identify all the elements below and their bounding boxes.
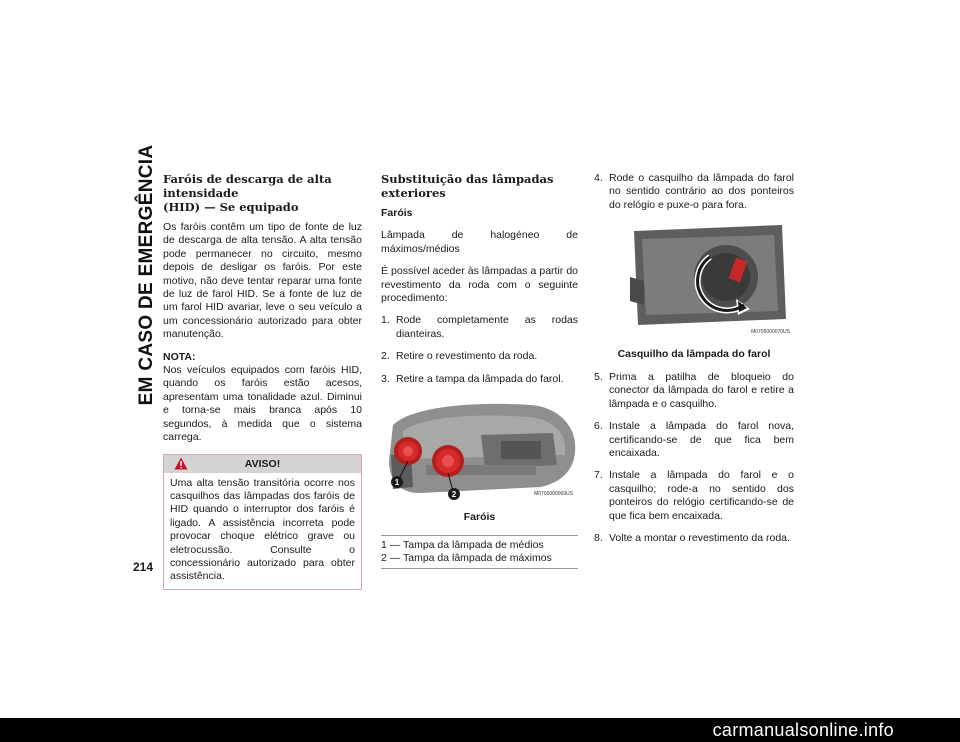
step-text: Instale a lâmpada do farol nova, certificando-se de que fica bem encaixada.: [609, 420, 794, 460]
step-item: [594, 532, 794, 545]
warning-triangle-icon: [174, 457, 188, 470]
callout-1: 1: [394, 478, 400, 488]
warning-box: [163, 454, 362, 590]
step-item: [381, 314, 578, 341]
step-text: Retire a tampa da lâmpada do farol.: [396, 372, 564, 385]
footer-bar: [0, 718, 960, 742]
chapter-side-tab: [136, 144, 157, 406]
figure-code: M0705000069US: [534, 491, 573, 498]
step-number: 1.: [381, 314, 390, 327]
legend-item-1: 1 — Tampa da lâmpada de médios: [381, 538, 544, 551]
step-number: 2.: [381, 350, 390, 363]
note-label: NOTA:: [163, 350, 196, 363]
steps-list-1: [381, 314, 578, 386]
step-number: 3.: [381, 372, 390, 385]
headlight-figure: [381, 395, 578, 509]
steps-list-3: [594, 371, 794, 545]
steps-list-2: [594, 172, 794, 212]
bulb-replacement-heading: Substituição das lâmpadas exteriores: [381, 172, 554, 200]
page-number: 214: [133, 560, 154, 574]
warning-text: Uma alta tensão transitória ocorre nos casquilhos das lâmpadas dos faróis de HID quando o interruptor dos faróis é ligado. A assistência incorreta pode provocar choque elétrico grave ou eletrocussão. Consulte o concessionário autorizado para obter assistência.: [170, 476, 355, 583]
headlight-illustration: [381, 395, 578, 505]
figure-caption: Casquilho da lâmpada do farol: [617, 347, 771, 360]
hid-heading-line2: (HID) — Se equipado: [163, 200, 299, 214]
step-item: [594, 420, 794, 460]
step-item: [594, 172, 794, 212]
legend-item-2: 2 — Tampa da lâmpada de máximos: [381, 552, 552, 565]
step-text: Retire o revestimento da roda.: [396, 350, 538, 363]
warning-header: [164, 455, 361, 473]
headlights-subhead: Faróis: [381, 207, 413, 219]
note-text: Nos veículos equipados com faróis HID, quando os faróis estão acesos, apresentam uma tonalidade azul. Diminui e torna-se mais branca após 10 segundos, à medida que o sistema carrega.: [163, 364, 362, 444]
step-number: 7.: [594, 469, 603, 482]
access-paragraph: É possível aceder às lâmpadas a partir do revestimento da roda com o seguinte procedimento:: [381, 265, 578, 305]
step-number: 4.: [594, 172, 603, 184]
footer-watermark[interactable]: carmanualsonline.info: [712, 720, 894, 740]
step-text: Rode completamente as rodas dianteiras.: [396, 314, 578, 340]
step-text: Rode o casquilho da lâmpada do farol no sentido contrário ao dos ponteiros do relógio e puxe-o para fora.: [609, 172, 794, 211]
figure-code: M0705000070US: [751, 329, 790, 336]
step-text: Volte a montar o revestimento da roda.: [609, 532, 790, 545]
column-bulb-replacement: [381, 172, 578, 569]
column-bulb-socket: [594, 172, 794, 555]
column-hid-headlights: [163, 172, 362, 590]
step-item: [594, 371, 794, 411]
callout-2: 2: [451, 490, 457, 500]
halogen-intro: Lâmpada de halogéneo de máximos/médios: [381, 229, 578, 255]
figure-caption: Faróis: [463, 511, 496, 524]
step-number: 6.: [594, 420, 603, 433]
figure-legend: [381, 535, 578, 569]
step-text: Prima a patilha de bloqueio do conector da lâmpada do farol e retire a lâmpada e o casquilho.: [609, 371, 794, 410]
hid-heading-line1: Faróis de descarga de alta intensidade: [163, 172, 332, 200]
socket-illustration: [624, 221, 794, 341]
step-item: [381, 350, 578, 363]
warning-title: AVISO!: [244, 457, 281, 470]
step-text: Instale a lâmpada do farol e o casquilho; rode-a no sentido dos ponteiros do relógio certificando-se de que fica bem encaixada.: [609, 469, 794, 522]
socket-figure: [624, 221, 794, 345]
step-number: 8.: [594, 532, 603, 545]
note-block: [163, 351, 362, 445]
step-number: 5.: [594, 371, 603, 384]
step-item: [594, 469, 794, 523]
hid-paragraph: Os faróis contêm um tipo de fonte de luz de descarga de alta tensão. A alta tensão pode permanecer no circuito, mesmo depois de desligar os faróis. Por este motivo, não deve tentar reparar uma fonte de luz de farol HID. Se a fonte de luz de um farol HID avariar, leve o seu veículo a um concessionário autorizado para obter manutenção.: [163, 221, 362, 341]
chapter-title: EM CASO DE EMERGÊNCIA: [136, 144, 157, 406]
hid-heading: [163, 172, 362, 214]
step-item: [381, 373, 578, 386]
